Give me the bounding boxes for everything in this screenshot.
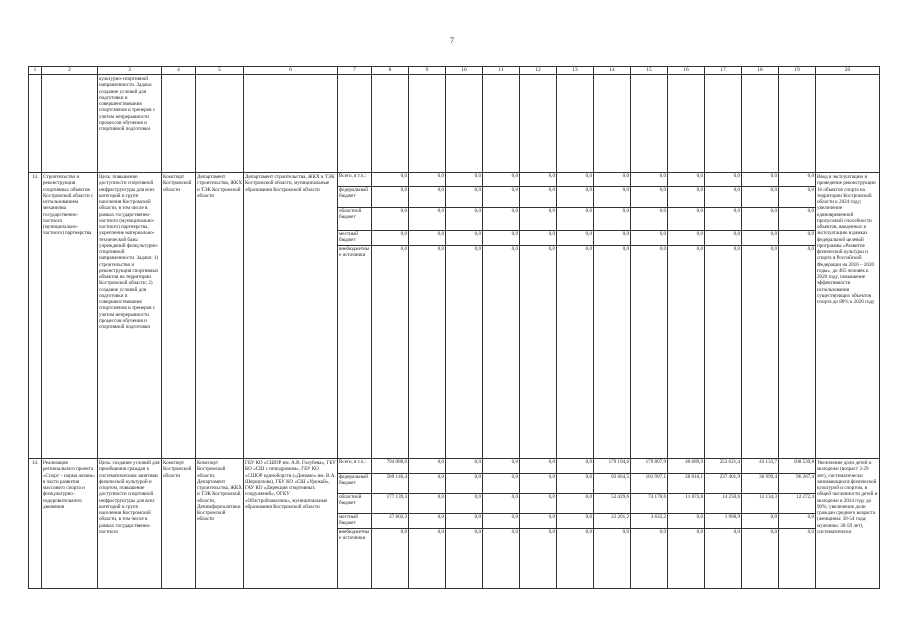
value-cell: 40 689,9 <box>668 459 704 474</box>
value-cell: 0,0 <box>548 529 555 535</box>
value-cell: 0,0 <box>594 173 630 187</box>
value-cell: 0,0 <box>409 231 445 246</box>
source-cell: областной бюджет <box>338 208 371 231</box>
value-cell: 0,0 <box>409 494 445 514</box>
value-cell: 0,0 <box>668 231 704 246</box>
column-header: 6 <box>244 67 338 75</box>
table-row <box>29 173 880 459</box>
value-cell: 0,0 <box>437 529 444 535</box>
value-cell: 0,0 <box>483 514 519 529</box>
value-cell: 0,0 <box>520 231 556 246</box>
source-cell: внебюджетные источники <box>339 246 370 259</box>
value-col <box>483 459 520 589</box>
value-cell: 0,0 <box>520 173 556 187</box>
value-cell: 0,0 <box>446 208 482 231</box>
value-cell: 30 999,4 <box>742 474 778 494</box>
value-cell: 0,0 <box>779 231 815 246</box>
value-cell: 0,0 <box>631 208 667 231</box>
value-cell: 0,0 <box>705 187 741 208</box>
value-cell: 11 873,8 <box>668 494 704 514</box>
value-cell: 101 997,1 <box>631 474 667 494</box>
value-col <box>779 173 816 459</box>
value-cell: 0,0 <box>400 529 407 535</box>
value-cell: 179 194,6 <box>594 459 630 474</box>
value-col <box>631 173 668 459</box>
value-cell: 12 134,3 <box>742 494 778 514</box>
value-cell: 0,0 <box>409 474 445 494</box>
value-cell: 0,0 <box>520 494 556 514</box>
column-header: 15 <box>631 67 668 75</box>
value-col <box>372 173 409 459</box>
measure-executor: Департамент строительства, ЖКХ и ТЭК Костромской области <box>196 173 244 459</box>
value-col <box>742 459 779 589</box>
value-cell: 108 539,8 <box>779 459 815 474</box>
value-cell: 0,0 <box>668 187 704 208</box>
value-col <box>557 173 594 459</box>
value-cell: 0,0 <box>557 474 593 494</box>
column-header: 2 <box>42 67 98 75</box>
value-cell: 0,0 <box>446 494 482 514</box>
source-cell: федеральный бюджет <box>338 474 371 494</box>
column-header: 4 <box>162 67 196 75</box>
value-cell: 0,0 <box>705 231 741 246</box>
value-cell: 0,0 <box>742 173 778 187</box>
source-cell: федеральный бюджет <box>338 187 371 208</box>
value-cell: 0,0 <box>409 173 445 187</box>
source-cell: местный бюджет <box>338 231 371 246</box>
source-cell: областной бюджет <box>338 494 371 514</box>
value-cell: 0,0 <box>659 246 666 252</box>
value-col <box>705 173 742 459</box>
value-cell: 0,0 <box>668 514 704 529</box>
value-cell: 0,0 <box>622 246 629 252</box>
value-cell: 96 267,4 <box>779 474 815 494</box>
value-cell: 0,0 <box>511 246 518 252</box>
value-cell: 0,0 <box>696 246 703 252</box>
value-cell: 0,0 <box>483 173 519 187</box>
column-header: 13 <box>557 67 594 75</box>
value-col <box>779 459 816 589</box>
measure-goal: Цель: повышение доступности спортивной инфраструктуры для всех категорий и групп населения Костромской области, в том числе в рамках государственно-частного (муниципально-частного) партнерства, укрепление материально-технической базы учреждений физкультурно-спортивной направленности. Задачи: 1) строительство и реконструкция спортивных объектов на территории Костромской области; 2) создание условий для подготовки и совершенствования спортсменов и тренеров с учетом непрерывности процессов обучения и спортивной подготовки <box>98 173 162 459</box>
header-row <box>29 67 880 75</box>
value-cell: 0,0 <box>594 187 630 208</box>
value-col <box>557 459 594 589</box>
column-header: 19 <box>779 67 816 75</box>
column-header: 14 <box>594 67 631 75</box>
value-cell: 0,0 <box>557 514 593 529</box>
value-cell: 0,0 <box>733 246 740 252</box>
value-cell: 0,0 <box>520 208 556 231</box>
value-col <box>631 459 668 589</box>
page-number: 7 <box>450 36 454 45</box>
value-cell: 0,0 <box>446 474 482 494</box>
expected-result: Ввод в эксплуатацию и проведение реконструкции 16 объектов спорта на территории Костромской области к 2024 году; увеличение единовременной пропускной способности объектов, введенных в эксплуатацию в рамках федеральной целевой программы «Развитие физической культуры и спорта в Российской Федерации на 2016 – 2020 годы», до 465 человек к 2020 году, повышение эффективности использования существующих объектов спорта до 80% к 2020 году <box>816 173 880 459</box>
measure-executor: Комспорт Костромской области, Департамент строительства, ЖКХ и ТЭК Костромской области, Депимфорполитики Костромской области <box>196 459 244 589</box>
value-col <box>668 459 705 589</box>
value-col <box>483 173 520 459</box>
value-col <box>742 173 779 459</box>
value-cell: 0,0 <box>409 187 445 208</box>
column-header: 11 <box>483 67 520 75</box>
value-cell: 3 632,2 <box>631 514 667 529</box>
value-col <box>594 459 631 589</box>
column-header: 8 <box>372 67 409 75</box>
value-cell: 74 178,6 <box>631 494 667 514</box>
value-col <box>446 459 483 589</box>
value-cell: 253 621,4 <box>705 459 741 474</box>
column-header: 5 <box>196 67 244 75</box>
measure-name: Реализация регионального проекта «Спорт – норма жизни» в части развития массового спорта и физкультурно-оздоровительного движения <box>42 459 98 589</box>
value-cell: 0,0 <box>483 231 519 246</box>
table-row <box>29 459 880 589</box>
column-header: 16 <box>668 67 705 75</box>
value-cell: 794 088,0 <box>372 459 408 474</box>
value-cell: 0,0 <box>779 514 815 529</box>
value-col <box>520 173 557 459</box>
value-cell: 0,0 <box>557 231 593 246</box>
measure-customer: Комспорт Костромской области <box>162 173 196 459</box>
value-cell: 0,0 <box>668 208 704 231</box>
value-cell: 237 401,9 <box>705 474 741 494</box>
value-cell: 0,0 <box>474 529 481 535</box>
column-header: 9 <box>409 67 446 75</box>
value-col <box>409 459 446 589</box>
value-cell: 12 272,4 <box>779 494 815 514</box>
value-cell: 0,0 <box>631 231 667 246</box>
value-cell: 0,0 <box>511 529 518 535</box>
value-cell: 0,0 <box>483 187 519 208</box>
value-cell: 0,0 <box>770 246 777 252</box>
value-cell: 0,0 <box>585 246 592 252</box>
value-cell: 93 664,5 <box>594 474 630 494</box>
value-cell: 0,0 <box>372 208 408 231</box>
row-number: 13. <box>29 173 42 459</box>
source-cell: Всего, в т.ч.: <box>338 459 371 474</box>
value-cell: 0,0 <box>659 529 666 535</box>
value-cell: 22 201,2 <box>594 514 630 529</box>
value-col <box>446 173 483 459</box>
value-col <box>520 459 557 589</box>
value-cell: 0,0 <box>409 459 445 474</box>
value-col <box>372 459 409 589</box>
measure-participants: ГБУ КО «СШОР им. А.В. Голубева», ГБУ КО «СШ с ипподромом», ГБУ КО «СШОР единоборств («Динамо» им. В.А. Шершунова), ГБУ КО «СШ «Урожай», ГАУ КО «Дирекция спортивных сооружений», ОГКУ «Облстройзаказчик», муниципальные образования Костромской области <box>244 459 338 589</box>
funding-sources <box>338 173 372 459</box>
value-cell: 0,0 <box>557 494 593 514</box>
value-cell: 0,0 <box>779 208 815 231</box>
column-header: 3 <box>98 67 162 75</box>
value-cell: 1 968,9 <box>705 514 741 529</box>
value-cell: 0,0 <box>483 474 519 494</box>
value-cell: 0,0 <box>631 173 667 187</box>
value-cell: 0,0 <box>631 187 667 208</box>
value-cell: 0,0 <box>557 173 593 187</box>
program-table <box>28 66 880 589</box>
value-col <box>594 173 631 459</box>
value-cell: 0,0 <box>437 246 444 252</box>
funding-sources <box>338 459 372 589</box>
measure-customer: Комспорт Костромской области <box>162 459 196 589</box>
value-cell: 0,0 <box>400 246 407 252</box>
value-cell: 0,0 <box>483 494 519 514</box>
column-header: 1 <box>29 67 42 75</box>
value-cell: 52 429,6 <box>594 494 630 514</box>
continuation-goal: культурно-спортивной направленности. Задача: создание условий для подготовки и совершенствования спортсменов и тренеров с учетом непрерывности процессов обучения и спортивной подготовки <box>98 75 162 173</box>
continuation-row <box>29 75 880 173</box>
value-cell: 14 250,6 <box>705 494 741 514</box>
value-cell: 0,0 <box>520 514 556 529</box>
value-cell: 0,0 <box>520 459 556 474</box>
value-cell: 0,0 <box>807 246 814 252</box>
value-cell: 0,0 <box>733 529 740 535</box>
value-cell: 0,0 <box>696 529 703 535</box>
value-cell: 28 816,1 <box>668 474 704 494</box>
value-cell: 0,0 <box>770 529 777 535</box>
value-cell: 0,0 <box>557 459 593 474</box>
source-cell: Всего, в т.ч.: <box>338 173 371 187</box>
value-cell: 0,0 <box>446 187 482 208</box>
value-cell: 0,0 <box>742 231 778 246</box>
value-cell: 43 133,7 <box>742 459 778 474</box>
value-cell: 0,0 <box>594 208 630 231</box>
value-cell: 0,0 <box>807 529 814 535</box>
value-cell: 177 139,3 <box>372 494 408 514</box>
value-cell: 0,0 <box>705 173 741 187</box>
measure-name: Строительство и реконструкция спортивных объектов Костромской области с использованием механизма государственно-частного (муниципально-частного) партнерства <box>42 173 98 459</box>
value-cell: 0,0 <box>705 208 741 231</box>
value-cell: 0,0 <box>557 187 593 208</box>
value-col <box>409 173 446 459</box>
value-cell: 0,0 <box>622 529 629 535</box>
value-cell: 0,0 <box>409 208 445 231</box>
column-header: 18 <box>742 67 779 75</box>
value-cell: 0,0 <box>520 187 556 208</box>
value-cell: 0,0 <box>585 529 592 535</box>
source-cell: местный бюджет <box>338 514 371 529</box>
value-cell: 0,0 <box>483 459 519 474</box>
column-header: 20 <box>816 67 880 75</box>
value-cell: 0,0 <box>372 231 408 246</box>
measure-goal: Цель: создание условий для приобщения граждан к систематическим занятиям физической культурой и спортом, повышение доступности спортивной инфраструктуры для всех категорий и групп населения Костромской области, в том числе в рамках государственно-частного <box>98 459 162 589</box>
value-cell: 0,0 <box>483 208 519 231</box>
row-number: 14. <box>29 459 42 589</box>
value-cell: 0,0 <box>446 514 482 529</box>
value-cell: 0,0 <box>742 514 778 529</box>
value-col <box>668 173 705 459</box>
value-cell: 27 802,3 <box>372 514 408 529</box>
value-cell: 0,0 <box>779 187 815 208</box>
measure-participants: Департамент строительства, ЖКХ и ТЭК Костромской области, муниципальные образования Костромской области <box>244 173 338 459</box>
value-cell: 0,0 <box>742 187 778 208</box>
value-cell: 0,0 <box>474 246 481 252</box>
value-cell: 0,0 <box>372 187 408 208</box>
value-cell: 0,0 <box>409 514 445 529</box>
value-cell: 179 807,9 <box>631 459 667 474</box>
value-cell: 0,0 <box>446 459 482 474</box>
value-cell: 0,0 <box>446 231 482 246</box>
value-col <box>705 459 742 589</box>
value-cell: 589 146,4 <box>372 474 408 494</box>
column-header: 12 <box>520 67 557 75</box>
value-cell: 0,0 <box>779 173 815 187</box>
value-cell: 0,0 <box>372 173 408 187</box>
source-cell: внебюджетные источники <box>339 529 370 542</box>
value-cell: 0,0 <box>594 231 630 246</box>
expected-result: Увеличение доли детей и молодежи (возраст 3-29 лет), систематически занимающихся физической культурой и спортом, в общей численности детей и молодежи к 2024 году до 90%; увеличение доли граждан среднего возраста (женщины: 30-54 года; мужчины: 30-59 лет), систематически <box>816 459 880 589</box>
value-cell: 0,0 <box>742 208 778 231</box>
column-header: 17 <box>705 67 742 75</box>
value-cell: 0,0 <box>548 246 555 252</box>
value-cell: 0,0 <box>557 208 593 231</box>
value-cell: 0,0 <box>668 173 704 187</box>
value-cell: 0,0 <box>520 474 556 494</box>
column-header: 7 <box>338 67 372 75</box>
value-cell: 0,0 <box>446 173 482 187</box>
column-header: 10 <box>446 67 483 75</box>
